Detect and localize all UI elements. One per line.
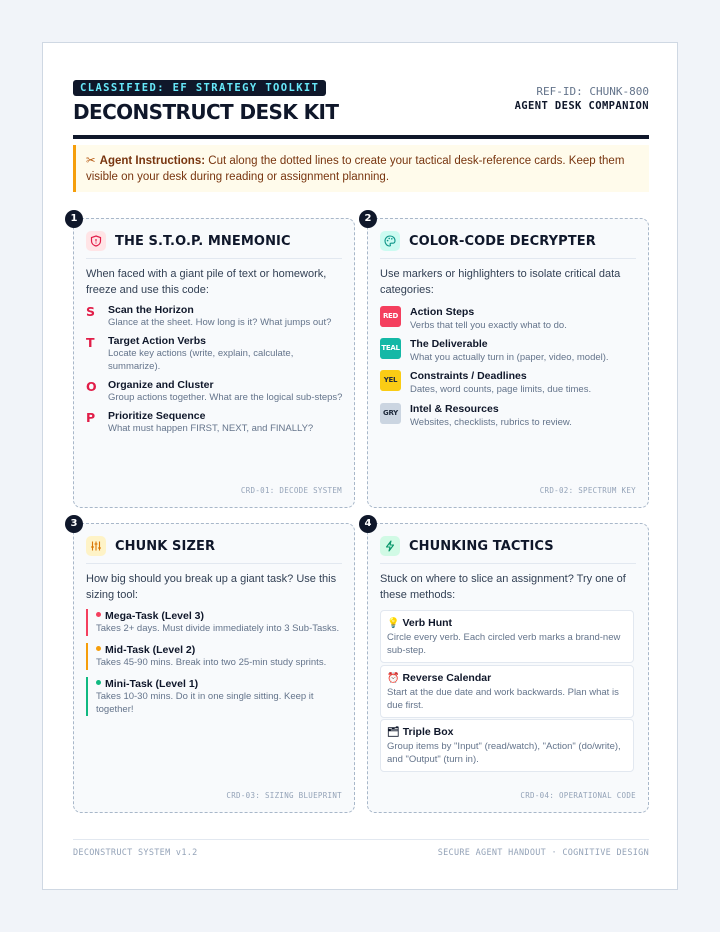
shield-icon bbox=[86, 231, 106, 251]
card-code: CRD-04: OPERATIONAL CODE bbox=[520, 791, 636, 800]
card-intro: Use markers or highlighters to isolate critical data categories: bbox=[380, 268, 621, 296]
companion-label: AGENT DESK COMPANION bbox=[514, 100, 649, 112]
item-title: Action Steps bbox=[410, 306, 475, 318]
footer bbox=[73, 839, 649, 858]
item-title: Mini-Task (Level 1) bbox=[105, 678, 199, 690]
mnemonic-letter: O bbox=[86, 379, 97, 394]
list-item bbox=[380, 665, 634, 718]
item-desc: Start at the due date and work backwards. Plan what is due first. bbox=[387, 687, 619, 711]
card-chunk-sizer bbox=[70, 518, 355, 813]
item-desc: Group items by "Input" (read/watch), "Action" (do/write), and "Output" (turn in). bbox=[387, 741, 621, 765]
color-badge: YEL bbox=[380, 370, 401, 391]
card-intro: How big should you break up a giant task? Use this sizing tool: bbox=[86, 573, 337, 601]
level-dot bbox=[96, 680, 101, 685]
instructions-text: Cut along the dotted lines to create your tactical desk-reference cards. Keep them visible on your desk during reading or assignment planning. bbox=[86, 155, 625, 183]
card-intro: Stuck on where to slice an assignment? Try one of these methods: bbox=[380, 573, 626, 601]
lightning-icon bbox=[380, 536, 400, 556]
item-desc: Circle every verb. Each circled verb marks a brand-new sub-step. bbox=[387, 632, 621, 656]
item-desc: What you actually turn in (paper, video, model). bbox=[410, 352, 609, 363]
card-header bbox=[86, 536, 342, 564]
alarm-clock-icon: ⏰ bbox=[387, 673, 400, 684]
card-color-code bbox=[364, 213, 649, 508]
item-desc: Takes 10-30 mins. Do it in one single sitting. Keep it together! bbox=[96, 691, 314, 715]
item-desc: Takes 45-90 mins. Break into two 25-min study sprints. bbox=[96, 657, 327, 668]
item-title: Organize and Cluster bbox=[108, 379, 214, 391]
header-divider bbox=[73, 135, 649, 139]
card-number: 2 bbox=[359, 210, 377, 228]
item-title: Constraints / Deadlines bbox=[410, 370, 527, 382]
item-desc: Group actions together. What are the logical sub-steps? bbox=[108, 392, 343, 403]
instructions-box bbox=[73, 145, 649, 192]
card-chunking-tactics bbox=[364, 518, 649, 813]
sliders-icon bbox=[86, 536, 106, 556]
item-desc: What must happen FIRST, NEXT, and FINALLY? bbox=[108, 423, 314, 434]
item-title: Mega-Task (Level 3) bbox=[105, 610, 205, 622]
item-title: Reverse Calendar bbox=[402, 672, 492, 684]
item-title: Triple Box bbox=[402, 726, 454, 738]
item-title: Scan the Horizon bbox=[108, 304, 194, 316]
mnemonic-letter: S bbox=[86, 304, 96, 319]
ref-id: REF-ID: CHUNK-800 bbox=[536, 85, 649, 98]
card-header bbox=[380, 536, 636, 564]
item-desc: Glance at the sheet. How long is it? What jumps out? bbox=[108, 317, 332, 328]
card-title: COLOR-CODE DECRYPTER bbox=[409, 234, 596, 249]
card-title: CHUNKING TACTICS bbox=[409, 539, 554, 554]
item-desc: Locate key actions (write, explain, calculate, summarize). bbox=[108, 348, 294, 372]
card-number: 1 bbox=[65, 210, 83, 228]
handout-sheet bbox=[42, 42, 678, 890]
item-title: Intel & Resources bbox=[410, 403, 499, 415]
card-header bbox=[86, 231, 342, 259]
palette-icon bbox=[380, 231, 400, 251]
item-title: Prioritize Sequence bbox=[108, 410, 206, 422]
card-number: 3 bbox=[65, 515, 83, 533]
card-stop-mnemonic bbox=[70, 213, 355, 508]
list-item bbox=[86, 609, 348, 636]
card-number: 4 bbox=[359, 515, 377, 533]
level-dot bbox=[96, 612, 101, 617]
color-badge: RED bbox=[380, 306, 401, 327]
item-title: The Deliverable bbox=[410, 338, 488, 350]
header bbox=[73, 78, 649, 138]
item-title: Target Action Verbs bbox=[108, 335, 207, 347]
list-item bbox=[86, 677, 348, 716]
footer-right: SECURE AGENT HANDOUT · COGNITIVE DESIGN bbox=[437, 848, 649, 858]
card-header bbox=[380, 231, 636, 259]
color-badge: TEAL bbox=[380, 338, 401, 359]
item-title: Mid-Task (Level 2) bbox=[105, 644, 196, 656]
list-item bbox=[380, 719, 634, 772]
mnemonic-letter: P bbox=[86, 410, 96, 425]
scissors-icon: ✂ bbox=[86, 155, 96, 167]
mnemonic-letter: T bbox=[86, 335, 95, 350]
item-desc: Takes 2+ days. Must divide immediately into 3 Sub-Tasks. bbox=[96, 623, 340, 634]
classified-tag: CLASSIFIED: EF STRATEGY TOOLKIT bbox=[73, 80, 326, 96]
instructions-label: Agent Instructions: bbox=[99, 155, 206, 167]
level-dot bbox=[96, 646, 101, 651]
card-title: CHUNK SIZER bbox=[115, 539, 216, 554]
list-item bbox=[86, 643, 348, 670]
card-code: CRD-02: SPECTRUM KEY bbox=[539, 486, 636, 495]
page-title: DECONSTRUCT DESK KIT bbox=[73, 100, 339, 124]
card-intro: When faced with a giant pile of text or homework, freeze and use this code: bbox=[86, 268, 327, 296]
card-code: CRD-03: SIZING BLUEPRINT bbox=[226, 791, 342, 800]
lightbulb-icon: 💡 bbox=[387, 618, 400, 629]
footer-left: DECONSTRUCT SYSTEM v1.2 bbox=[73, 848, 198, 858]
item-title: Verb Hunt bbox=[402, 617, 453, 629]
item-desc: Verbs that tell you exactly what to do. bbox=[410, 320, 567, 331]
list-item bbox=[380, 610, 634, 663]
color-badge: GRY bbox=[380, 403, 401, 424]
card-code: CRD-01: DECODE SYSTEM bbox=[240, 486, 342, 495]
card-index-icon: 🗂 bbox=[387, 727, 400, 738]
item-desc: Dates, word counts, page limits, due times. bbox=[410, 384, 592, 395]
item-desc: Websites, checklists, rubrics to review. bbox=[410, 417, 572, 428]
card-title: THE S.T.O.P. MNEMONIC bbox=[115, 234, 291, 249]
